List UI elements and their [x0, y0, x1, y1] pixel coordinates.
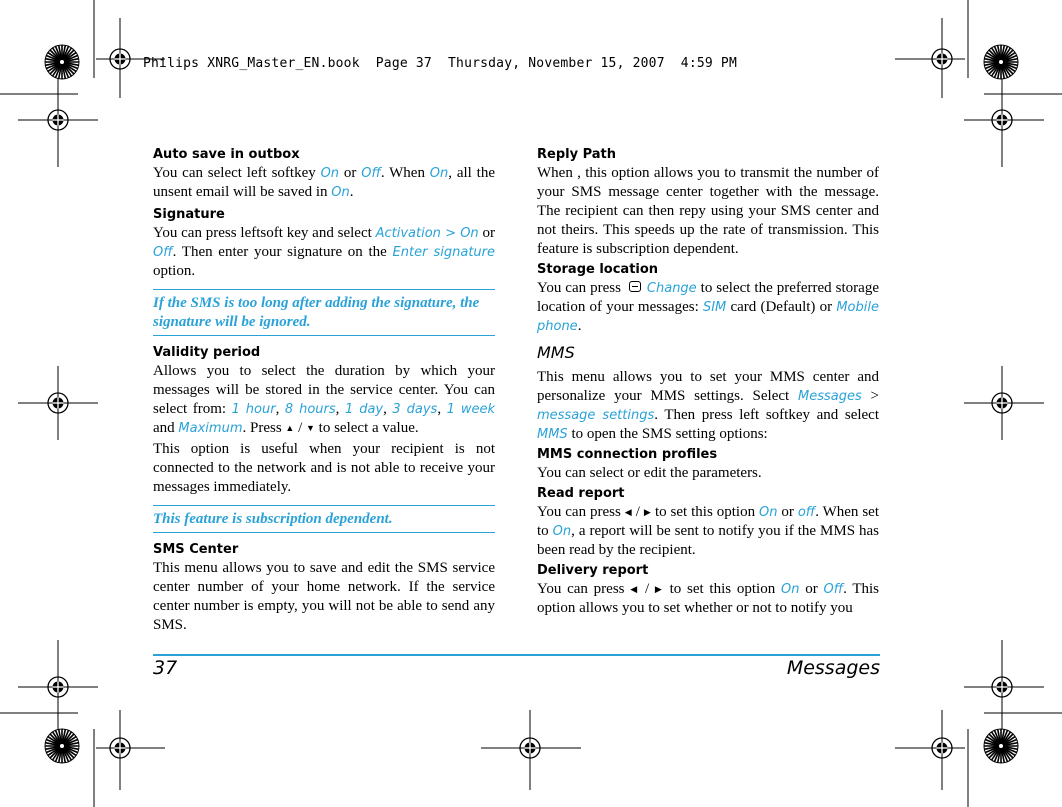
- mms-profiles-text: You can select or edit the parameters.: [537, 465, 762, 481]
- crosshair-icon: [982, 100, 1022, 140]
- up-arrow-icon: ▲: [285, 423, 295, 433]
- crosshair-icon: [100, 728, 140, 768]
- reply-path-text: When , this option allows you to transmit the number of your SMS message center together with the message. The recipient can then repy using your SMS center and not theirs. This speeds up the rate of transmission. This feature is subscription dependent.: [537, 165, 879, 257]
- crosshair-icon: [100, 39, 140, 79]
- registration-sun-icon: [45, 729, 79, 763]
- registration-sun-icon: [984, 729, 1018, 763]
- storage-text: You can press Change to select the preferred storage location of your messages: SIM card (Default) or Mobile phone.: [537, 280, 879, 334]
- sms-center-text: This menu allows you to save and edit the SMS service center number of your home network. If the service center number is empty, you will not be able to send any SMS.: [153, 560, 495, 633]
- left-column: [153, 146, 495, 637]
- sms-center-heading: SMS Center: [153, 542, 239, 557]
- crosshair-icon: [38, 100, 78, 140]
- auto-save-heading: Auto save in outbox: [153, 147, 300, 162]
- right-arrow-icon: ▶: [654, 584, 664, 594]
- read-report-heading: Read report: [537, 486, 625, 501]
- subscription-note: This feature is subscription dependent.: [153, 505, 495, 533]
- footer-rule: [153, 654, 880, 656]
- left-arrow-icon: ◀: [630, 584, 640, 594]
- auto-save-text: You can select left softkey On or Off. When On, all the unsent email will be saved in On.: [153, 165, 496, 200]
- crosshair-icon: [922, 39, 962, 79]
- validity-text: Allows you to select the duration by which your messages will be stored in the service center. You can select from: 1 hour, 8 hours, 1 day, 3 days, 1 week and Maximum. Press ▲ / ▼ to select a value.: [153, 363, 496, 436]
- crosshair-icon: [510, 728, 550, 768]
- registration-sun-icon: [45, 45, 79, 79]
- crosshair-icon: [982, 667, 1022, 707]
- mms-section-title: MMS: [537, 343, 575, 362]
- page-number: 37: [153, 657, 178, 679]
- section-name: Messages: [786, 657, 880, 679]
- mms-intro-text: This menu allows you to set your MMS center and personalize your MMS settings. Select Messages > message settings. Then press left softkey and select MMS to open the SMS setting options:: [537, 369, 879, 442]
- crosshair-icon: [38, 667, 78, 707]
- signature-note: If the SMS is too long after adding the signature, the signature will be ignored.: [153, 289, 495, 336]
- signature-heading: Signature: [153, 207, 225, 222]
- mms-profiles-heading: MMS connection profiles: [537, 447, 718, 462]
- delivery-report-heading: Delivery report: [537, 563, 649, 578]
- read-report-text: You can press ◀ / ▶ to set this option On or off. When set to On, a report will be sent to notify you if the MMS has been read by the recipient.: [537, 504, 880, 558]
- down-arrow-icon: ▼: [306, 423, 315, 433]
- left-arrow-icon: ◀: [624, 507, 632, 517]
- print-header: Philips XNRG_Master_EN.book Page 37 Thursday, November 15, 2007 4:59 PM: [143, 56, 737, 71]
- crosshair-icon: [982, 383, 1022, 423]
- crosshair-icon: [922, 728, 962, 768]
- softkey-icon: [629, 281, 641, 292]
- right-arrow-icon: ▶: [643, 507, 652, 517]
- registration-sun-icon: [984, 45, 1018, 79]
- storage-heading: Storage location: [537, 262, 659, 277]
- validity-heading: Validity period: [153, 345, 261, 360]
- validity-text-2: This option is useful when your recipient is not connected to the network and is not able to receive your messages immediately.: [153, 441, 495, 495]
- crosshair-icon: [38, 383, 78, 423]
- signature-text: You can press leftsoft key and select Activation > On or Off. Then enter your signature on the Enter signature option.: [153, 225, 495, 279]
- reply-path-heading: Reply Path: [537, 147, 617, 162]
- right-column: [537, 146, 879, 620]
- delivery-report-text: You can press ◀ / ▶ to set this option On or Off. This option allows you to set whether or not to notify you: [537, 581, 879, 616]
